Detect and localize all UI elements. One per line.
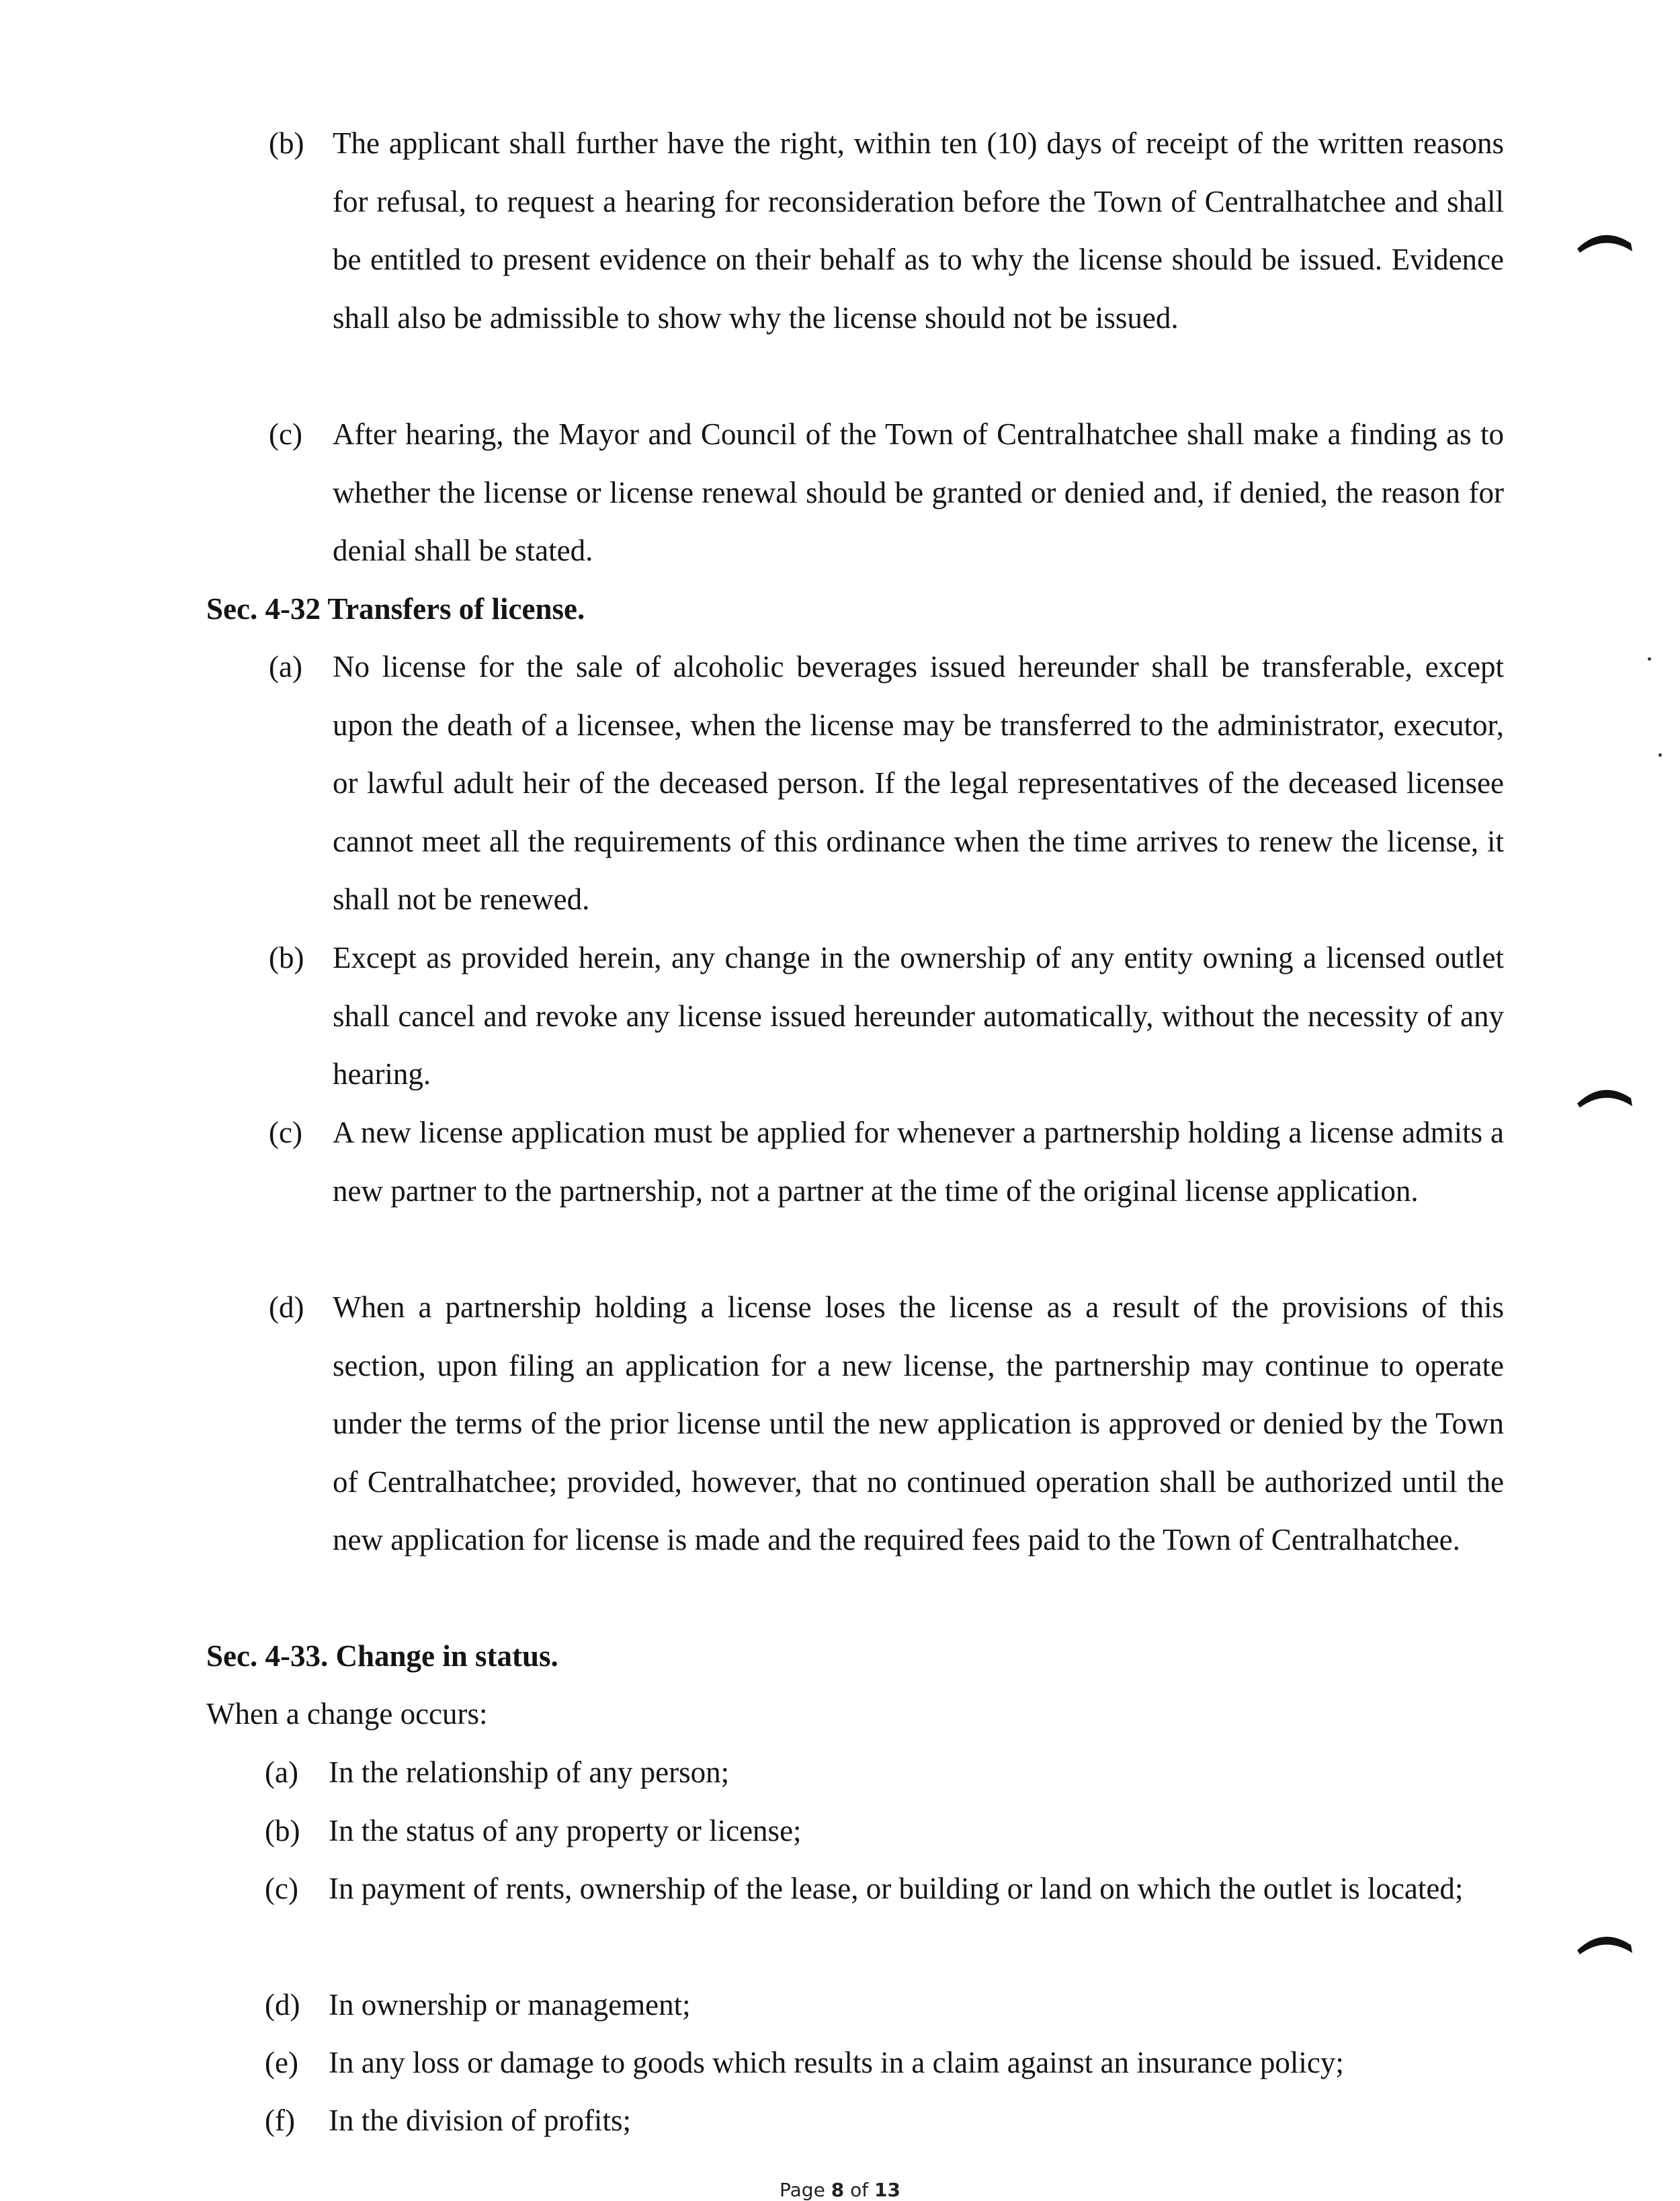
scan-speck xyxy=(1658,753,1662,757)
punch-hole-mark-icon xyxy=(1576,1929,1636,1956)
subsection-label: (b) xyxy=(269,941,304,974)
subsection-label: (f) xyxy=(265,2104,295,2137)
subsection-label: (e) xyxy=(265,2046,298,2079)
subsection-text: Except as provided herein, any change in the ownership of any entity owning a licensed outlet shall cancel and revoke any license issued hereunder automatically, without the necessity of any hearing. xyxy=(333,941,1504,1091)
subsection-text: A new license application must be applied for whenever a partnership holding a license admits a new partner to the partnership, not a partner at the time of the original license application. xyxy=(333,1116,1504,1208)
section-intro: When a change occurs: xyxy=(206,1697,488,1731)
subsection-text: In the status of any property or license; xyxy=(329,1814,802,1847)
footer-page-number: 8 xyxy=(831,2179,845,2201)
subsection-4-33-e xyxy=(265,2034,1504,2092)
subsection-4-33-d xyxy=(265,1976,1504,2034)
subsection-label: (c) xyxy=(269,1116,302,1149)
subsection-label: (d) xyxy=(269,1290,304,1324)
subsection-text: In the division of profits; xyxy=(329,2104,631,2137)
punch-hole-mark-icon xyxy=(1576,227,1636,254)
subsection-text: When a partnership holding a license loses the license as a result of the provisions of this section, upon filing an application for a new license, the partnership may continue to operate under the terms of the prior license until the new application is approved or denied by the Town of Centralhatchee; provided, however, that no continued operation shall be authorized until the new application for license is made and the required fees paid to the Town of Centralhatchee. xyxy=(333,1290,1504,1556)
subsection-4-33-c xyxy=(265,1860,1504,1918)
subsection-label: (b) xyxy=(265,1814,300,1847)
subsection-4-33-b xyxy=(265,1802,1504,1860)
subsection-4-32-d xyxy=(269,1278,1504,1569)
subsection-text: After hearing, the Mayor and Council of the Town of Centralhatchee shall make a finding as to whether the license or license renewal should be granted or denied and, if denied, the reason for denial shall be stated. xyxy=(333,417,1504,567)
punch-hole-mark-icon xyxy=(1576,1082,1636,1109)
section-heading-4-32: Sec. 4-32 Transfers of license. xyxy=(206,592,585,626)
subsection-label: (c) xyxy=(269,417,302,451)
subsection-4-31-b xyxy=(269,114,1504,347)
subsection-4-33-a xyxy=(265,1743,1504,1802)
subsection-4-32-a xyxy=(269,638,1504,929)
subsection-text: In ownership or management; xyxy=(329,1988,691,2022)
subsection-4-33-f xyxy=(265,2091,1504,2150)
subsection-text: No license for the sale of alcoholic beverages issued hereunder shall be transferable, except upon the death of a licensee, when the license may be transferred to the administrator, executor, or lawful adult heir of the deceased person. If the legal representatives of the deceased licensee cannot meet all the requirements of this ordinance when the time arrives to renew the license, it shall not be renewed. xyxy=(333,650,1504,916)
subsection-text: In payment of rents, ownership of the lease, or building or land on which the outlet is located; xyxy=(329,1872,1464,1905)
subsection-text: In any loss or damage to goods which results in a claim against an insurance policy; xyxy=(329,2046,1344,2079)
footer-total-pages: 13 xyxy=(874,2179,900,2201)
section-heading-4-33: Sec. 4-33. Change in status. xyxy=(206,1639,558,1673)
footer-of-word: of xyxy=(850,2179,869,2201)
subsection-label: (a) xyxy=(269,650,302,683)
subsection-4-32-c xyxy=(269,1104,1504,1220)
subsection-text: The applicant shall further have the right, within ten (10) days of receipt of the written reasons for refusal, to request a hearing for reconsideration before the Town of Centralhatchee and shall be entitled to present evidence on their behalf as to why the license should be issued. Evidence shall also be admissible to show why the license should not be issued. xyxy=(333,126,1504,335)
subsection-text: In the relationship of any person; xyxy=(329,1755,730,1789)
subsection-label: (b) xyxy=(269,126,304,160)
subsection-4-32-b xyxy=(269,929,1504,1104)
subsection-label: (a) xyxy=(265,1755,298,1789)
footer-page-word: Page xyxy=(780,2179,825,2201)
subsection-label: (c) xyxy=(265,1872,298,1905)
subsection-label: (d) xyxy=(265,1988,300,2022)
subsection-4-31-c xyxy=(269,405,1504,580)
scan-speck xyxy=(1648,657,1651,661)
page-footer xyxy=(0,2179,1680,2201)
